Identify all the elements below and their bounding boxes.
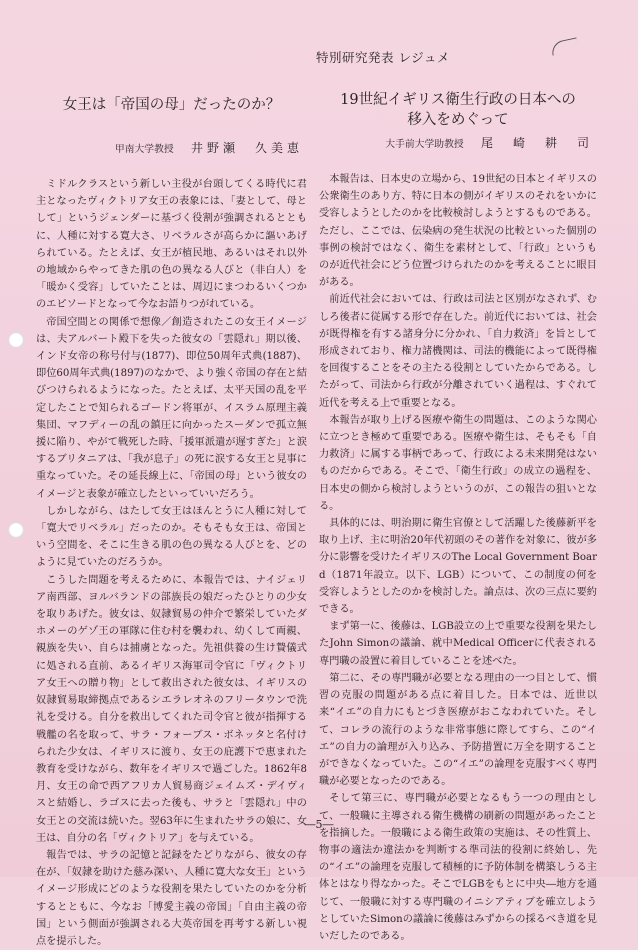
pen-mark: [550, 37, 579, 55]
page-number: ―5―: [304, 818, 334, 831]
right-article-title: [319, 90, 597, 130]
right-paragraph: 前近代社会においては、行政は司法と区別がなされず、むしろ後者に従属する形で存在した。前近代においては、社会が既得権を有する諸身分に分かれ、「自力救済」を旨として形成されており、権力諸機関は、司法的機能によって既得権を回復することをその主たる役割としていたからである。したがって、司法から行政が分離されていく過程は、すぐれて近代を考える上で重要となる。: [319, 294, 597, 409]
left-author-name: 井野瀬 久美恵: [190, 141, 303, 155]
left-article-title: 女王は「帝国の母」だったのか？: [62, 97, 281, 113]
right-author-name: 尾 崎 耕 司: [480, 136, 593, 150]
right-paragraph: そして第三に、専門職が必要となるもう一つの理由として、一般職に主導される衛生機構の刷新の問題があったことを指摘した。一般職による衛生政策の実施は、その性質上、物事の適法か違法かを判断する準司法的役割に終始し、先の“イエ”の論理を克服して積極的に予防体制を構築しうる主体とはなり得なかった。そこでLGBをもとに中央―地方を通じて、一般職に対する専門職のイニシアティブを確立しようとしていたSimonの議論に後藤はみずからの採るべき道を見いだしたのである。: [319, 793, 597, 942]
right-title-line-1: 19世紀イギリス衛生行政の日本への: [340, 92, 576, 108]
left-author-affiliation: 甲南大学教授: [114, 144, 174, 155]
right-paragraph: 本報告は、日本史の立場から、19世紀の日本とイギリスの公衆衛生のあり方、特に日本の側がイギリスのそれをいかに受容しようとしたのかを比較検討しようとするものである。ただし、ここでは、伝染病の発生状況の比較といった個別の事例の検討ではなく、衛生を素材として、「行政」というものが近代社会にどう位置づけられたのかを考えることに眼目がある。: [319, 174, 597, 289]
right-title-line-2: 移入をめぐって: [407, 112, 509, 128]
punch-hole-bottom: [8, 522, 24, 538]
right-article-author: [319, 133, 597, 171]
left-paragraph: 帝国空間との関係で想像／創造されたこの女王イメージは、夫アルバート殿下を失った彼女の「雲隠れ」期以後、インド女帝の称号付与(1877)、即位50周年式典(1887)、即位60周年式典(1897)のなかで、より強く帝国の存在と結びつけられるようになった。たとえば、太平天国の乱を平定したことで知られるゴードン将軍が、イスラム原理主義集団、マフディーの乱の鎮圧に向かったスーダンで孤立無援に陥り、やがて戦死した時、「援軍派遣が遅すぎた」と涙するブリタニアは、「我が息子」の死に涙する女王と見事に重なっていた。その延長線上に、「帝国の母」という彼女のイメージと表象が確立したといっていいだろう。: [36, 316, 307, 500]
right-article: [319, 90, 597, 945]
left-paragraph: 報告では、サラの記憶と記録をたどりながら、彼女の存在が、「奴隷を助けた慈み深い、人種に寛大な女王」というイメージ形成にどのような役割を果たしていたのかを分析するとともに、今なお「博愛主義の帝国」「自由主義の帝国」という側面が強調される大英帝国を再考する新しい視点を提示した。: [36, 849, 307, 947]
left-paragraph: ミドルクラスという新しい主役が台頭してくる時代に君主となったヴィクトリア女王の表象には、「妻として、母として」というジェンダーに基づく役割が強調されるとともに、人種に対する寛大さ、リベラルさが高らかに謳いあげられている。たとえば、女王が植民地、あるいはそれ以外の地域からやってきた肌の色の異なる人びと（非白人）を「暖かく受容」していたことは、周辺にまつわるいくつかのエピソードとなって今なお語りつがれている。: [36, 179, 307, 311]
left-paragraph: しかしながら、はたして女王はほんとうに人種に対して「寛大でリベラル」だったのか。そもそも女王は、帝国という空間を、そこに生きる肌の色の異なる人びとを、どのように見ていたのだろうか。: [36, 505, 307, 569]
header-label: 特別研究発表 レジュメ: [316, 50, 450, 65]
punch-hole-top: [8, 332, 24, 348]
right-author-affiliation: 大手前大学助教授: [385, 139, 464, 150]
right-paragraph: 具体的には、明治期に衛生官僚として活躍した後藤新平を取り上げ、主に明治20年代初頭のその著作を対象に、彼が多分に影響を受けたイギリスのThe Local Government Board（1871年設立。以下、LGB）について、この制度の何を受容しようとしたのかを検討した。論点は、次の三点に要約できる。: [319, 518, 597, 616]
right-paragraph: 第二に、その専門職が必要となる理由の一つ目として、慣習の克服の問題がある点に着目した。日本では、近世以来“イエ”の自力にもとづき医療がおこなわれていた。そして、コレラの流行のような非常事態に際してすら、この“イエ”の自力の論理が入り込み、予防措置に万全を期することができなくなっていた。この“イエ”の論理を克服すべく専門職が必要となったのである。: [319, 672, 597, 788]
right-paragraph: 本報告が取り上げる医療や衛生の問題は、このような関心に立つとき極めて重要である。医療や衛生は、そもそも「自力救済」に属する事柄であって、行政による未来開発はないものだからである。そこで、「衛生行政」の成立の過程を、日本史の側から検討しようというのが、この報告の狙いとなる。: [319, 414, 597, 512]
left-paragraph: こうした問題を考えるために、本報告では、ナイジェリア南西部、ヨルバランドの部族長の娘だったひとりの少女を取りあげた。彼女は、奴隷貿易の仲介で繁栄していたダホメーのゲゾ王の軍隊に住む村を襲われ、幼くして両親、親族を失い、自らは捕虜となった。先祖供養の生け贄儀式に処される直前、あるイギリス海軍司令官に「ヴィクトリア女王への贈り物」として救出された彼女は、イギリスの奴隷貿易取締拠点であるシエラレオネのフリータウンで洗礼を受ける。自分を救出してくれた司令官と彼が指揮する戦艦の名を取って、サラ・フォーブス・ボネッタと名付けられた少女は、イギリスに渡り、女王の庇護下で恵まれた教育を受けながら、数年をイギリスで過ごした。1862年8月、女王の命で西アフリカ人貿易商ジェイムズ・デイヴィスと結婚し、ラゴスに去った後も、サラと「雲隠れ」中の女王との交流は続いた。翌63年に生まれたサラの娘に、女王は、自分の名「ヴィクトリア」を与えている。: [36, 574, 307, 844]
left-article-body: [36, 176, 307, 950]
left-article-author: [36, 138, 307, 176]
right-paragraph: まず第一に、後藤は、LGB設立の上で重要な役割を果たしたJohn Simonの議論、就中Medical Officerに代表される専門職の設置に着目していることを述べた。: [319, 621, 597, 667]
